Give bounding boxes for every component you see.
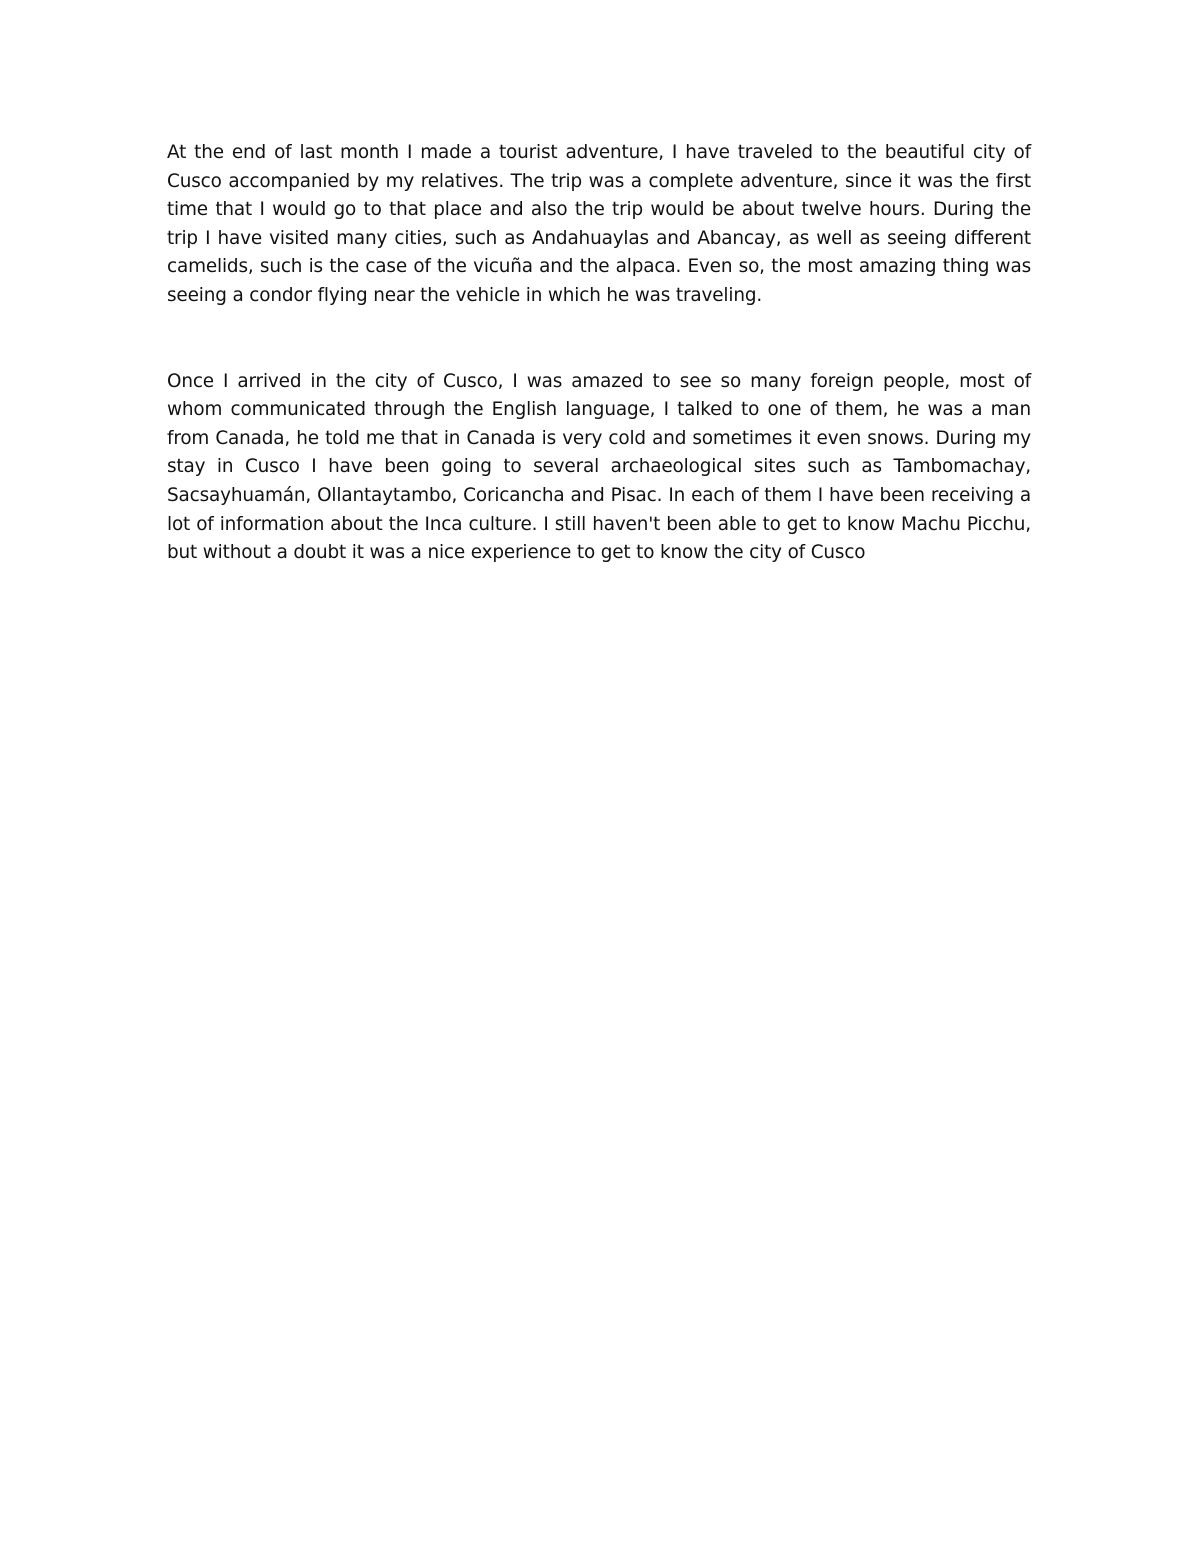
document-body	[167, 139, 1031, 568]
paragraph-stay-in-cusco: Once I arrived in the city of Cusco, I was amazed to see so many foreign people, most of whom communicated through the English language, I talked to one of them, he was a man from Canada, he told me that in Canada is very cold and sometimes it even snows. During my stay in Cusco I have been going to several archaeological sites such as Tambomachay, Sacsayhuamán, Ollantaytambo, Coricancha and Pisac. In each of them I have been receiving a lot of information about the Inca culture. I still haven't been able to get to know Machu Picchu, but without a doubt it was a nice experience to get to know the city of Cusco	[167, 370, 1031, 564]
paragraph-trip-to-cusco: At the end of last month I made a tourist adventure, I have traveled to the beautiful city of Cusco accompanied by my relatives. The trip was a complete adventure, since it was the first time that I would go to that place and also the trip would be about twelve hours. During the trip I have visited many cities, such as Andahuaylas and Abancay, as well as seeing different camelids, such is the case of the vicuña and the alpaca. Even so, the most amazing thing was seeing a condor flying near the vehicle in which he was traveling.	[167, 142, 1031, 306]
